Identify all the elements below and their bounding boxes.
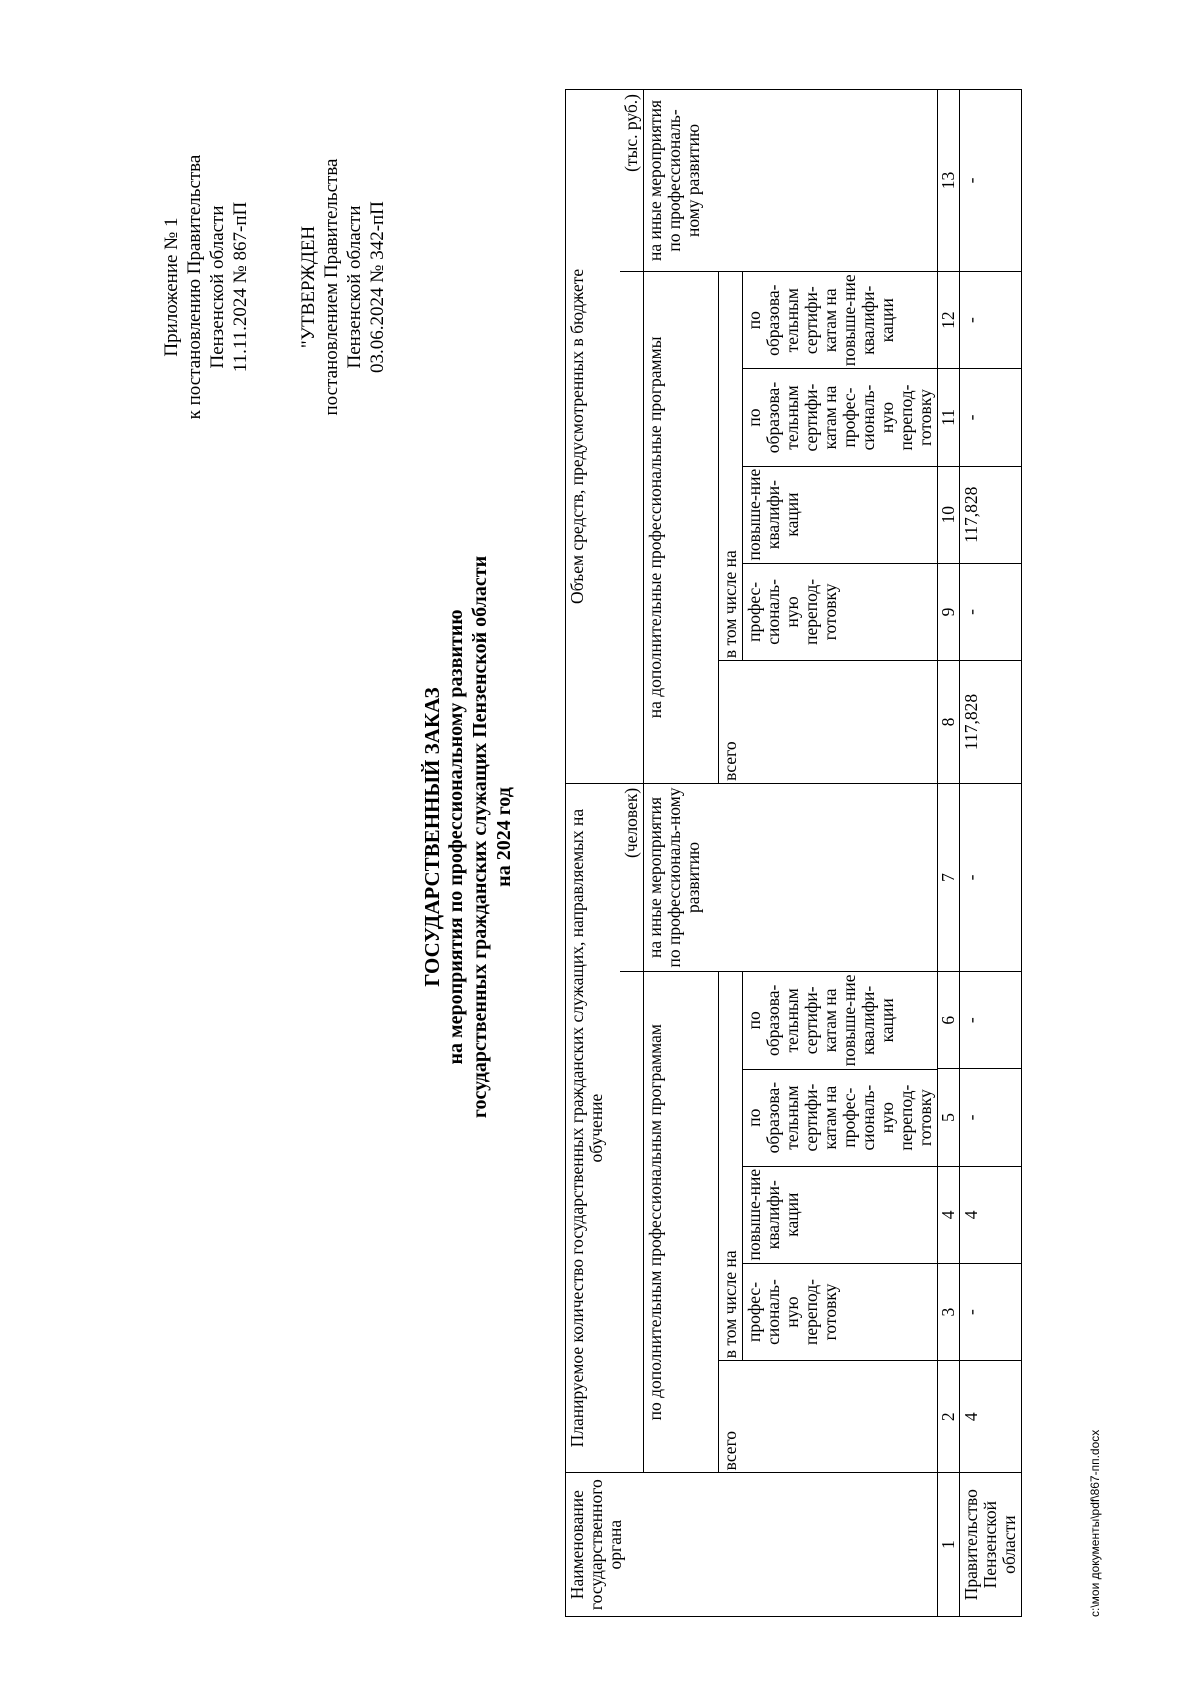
header-retrain: профес-сиональ-ную перепод-готовку [743, 563, 938, 660]
header-dpp-people [620, 972, 644, 1473]
header-incl-label: в том числе на [719, 272, 743, 660]
file-path-footer: c:\мои документы\pdf\867-пп.docx [1088, 1429, 1102, 1617]
column-number: 11 [938, 369, 960, 466]
header-row [620, 90, 644, 1617]
cell-value: - [960, 1263, 1022, 1360]
cell-value: - [960, 271, 1022, 368]
cell-value: - [960, 369, 1022, 466]
column-number: 8 [938, 661, 960, 784]
header-cert-retrain: по образова-тельным сертифи-катам на профес-сиональ-ную перепод-готовку [743, 1069, 938, 1166]
header-dpp-money [620, 271, 644, 783]
header-incl-money [719, 271, 938, 660]
column-number: 3 [938, 1263, 960, 1360]
cell-org: Правительство Пензенской области [960, 1473, 1022, 1617]
header-money-unit: (тыс. руб.) [620, 90, 644, 272]
header-total-money: всего [719, 661, 938, 784]
cell-value: - [960, 972, 1022, 1069]
approved-line: постановлением Правительства [321, 158, 342, 416]
header-cert-qual: по образова-тельным сертифи-катам на повыше-ние квалифи-кации [744, 274, 897, 367]
header-people-unit: (человек) [620, 783, 644, 971]
column-number: 9 [938, 563, 960, 660]
approved-line: "УТВЕРЖДЕН [298, 225, 319, 349]
appendix-line: к постановлению Правительства [184, 154, 205, 420]
header-incl [719, 972, 938, 1361]
header-cert-retrain: по образова-тельным сертифи-катам на профес-сиональ-ную перепод-готовку [743, 369, 938, 466]
title-line: на 2024 год [493, 787, 515, 887]
cell-value: 117,828 [960, 466, 1022, 563]
header-incl-label: в том числе на [719, 972, 743, 1360]
table-row [960, 90, 1022, 1617]
header-money: Объем средств, предусмотренных в бюджете [566, 90, 621, 784]
approved-line: 03.06.2024 № 342-пП [367, 201, 388, 373]
header-row [566, 90, 621, 1617]
header-incl-subtable [719, 972, 937, 1360]
cell-value: - [960, 783, 1022, 971]
header-row [644, 90, 719, 1617]
approved-note [297, 127, 389, 447]
column-number: 10 [938, 466, 960, 563]
header-qual: повыше-ние квалифи-кации [743, 1166, 938, 1263]
header-other-money: на иные мероприятия по профессиональ-ному развитию [644, 90, 938, 272]
title-line: государственных гражданских служащих Пензенской области [469, 555, 491, 1119]
header-qual: повыше-ние квалифи-кации [743, 466, 938, 563]
appendix-note [160, 127, 252, 447]
column-number: 1 [938, 1473, 960, 1617]
cell-value: 4 [960, 1361, 1022, 1473]
column-number: 4 [938, 1166, 960, 1263]
appendix-line: Пензенской области [207, 205, 228, 369]
appendix-line: 11.11.2024 № 867-пП [230, 201, 251, 373]
column-number: 13 [938, 90, 960, 272]
cell-value: 117,828 [960, 661, 1022, 784]
cell-value: 4 [960, 1166, 1022, 1263]
order-table [565, 89, 1022, 1617]
header-total: всего [719, 1361, 938, 1473]
header-dpp-programs: по дополнительным профессиональным программам [644, 972, 719, 1473]
header-people: Планируемое количество государственных гражданских служащих, направляемых на обучение [566, 783, 621, 1473]
header-org: Наименование государственного органа [566, 1473, 938, 1617]
appendix-line: Приложение № 1 [161, 217, 182, 357]
column-number: 7 [938, 783, 960, 971]
cell-value: - [960, 1069, 1022, 1166]
title-line: ГОСУДАРСТВЕННЫЙ ЗАКАЗ [420, 687, 444, 987]
header-dpp-programs-money: на дополнительные профессиональные программы [644, 271, 719, 783]
header-incl-money-subtable [719, 272, 937, 660]
cell-value: - [960, 90, 1022, 272]
approved-line: Пензенской области [344, 205, 365, 369]
column-number: 2 [938, 1361, 960, 1473]
column-number: 6 [938, 972, 960, 1069]
header-other-people: на иные мероприятия по профессиональ-ному развитию [644, 783, 938, 971]
cell-value: - [960, 563, 1022, 660]
column-number: 5 [938, 1069, 960, 1166]
column-number: 12 [938, 271, 960, 368]
header-cert-qual: по образова-тельным сертифи-катам на повыше-ние квалифи-кации [744, 974, 897, 1067]
document-title [420, 277, 516, 1397]
column-number-row [938, 90, 960, 1617]
title-line: на мероприятия по профессиональному развитию [445, 609, 467, 1065]
header-retrain: профес-сиональ-ную перепод-готовку [743, 1263, 938, 1360]
